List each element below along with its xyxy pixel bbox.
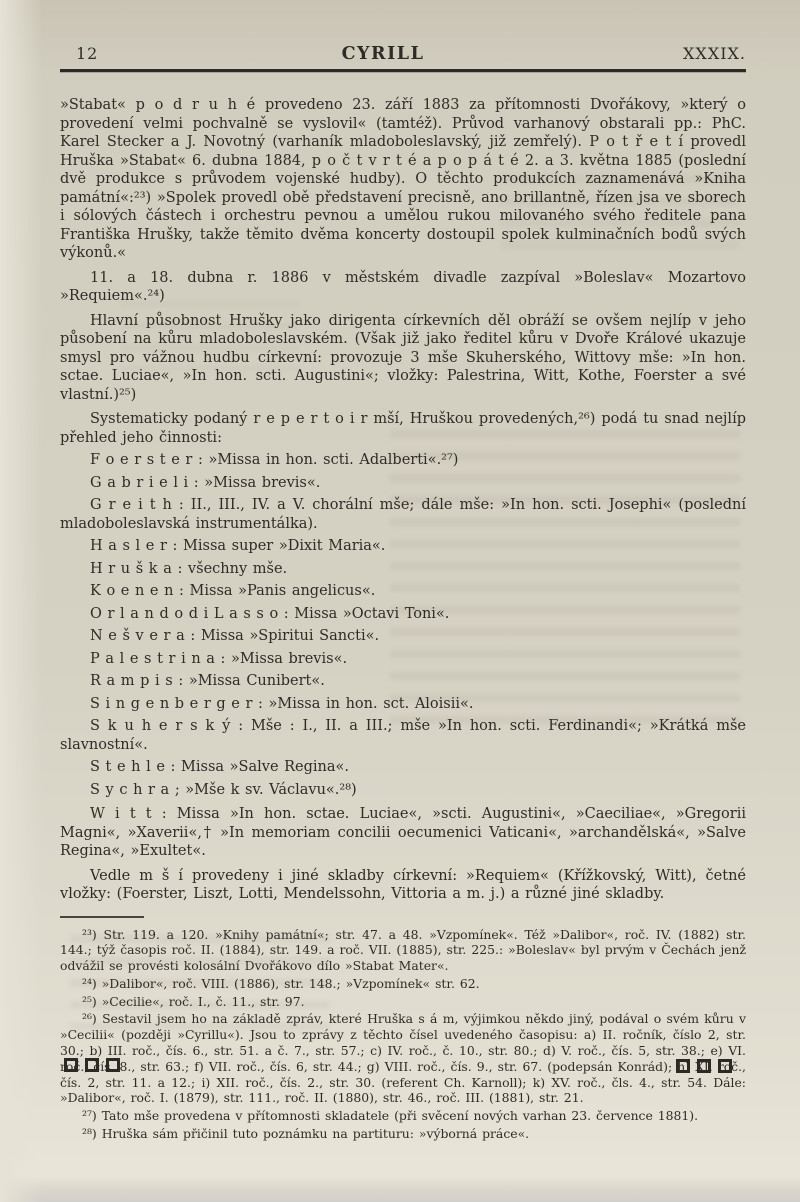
header-rule — [60, 69, 746, 72]
body-paragraph: »Stabat« p o d r u h é provedeno 23. září 1883 za přítomnosti Dvořákovy, »který o provedení velmi pochvalně se vyslovil« (tamtéž). Průvod varhanový obstarali pp.: PhC. Karel Stecker a J. Novotný (varhaník mladoboleslavský, již zemřelý). P o t ř e t í provedl Hruška »Stabat« 6. dubna 1884, p o č t v r t é a p o p á t é 2. a 3. května 1885 (poslední dvě produkce s průvodem vojenské hudby). O těchto produkcích zaznamenává »Kniha památní«:²³) »Spolek provedl obě představení precisně, ano brillantně, řízen jsa ve sborech i sólových částech i orchestru pevnou a umělou rukou milovaného svého ředitele pana Františka Hrušky, takže těmito dvěma koncerty dostoupil spolek kulminačních bodů svých výkonů.« — [60, 97, 746, 261]
body-paragraph: G a b r i e l i : »Missa brevis«. — [90, 474, 321, 491]
footnote-line: ²⁴) »Dalibor«, roč. VIII. (1886), str. 148.; »Vzpomínek« str. 62. — [82, 975, 480, 991]
body-paragraph: S k u h e r s k ý : Mše : I., II. a III.; mše »In hon. scti. Ferdinandi«; »Krátká mše slavnostní«. — [60, 718, 746, 753]
body-paragraph: P a l e s t r i n a : »Missa brevis«. — [90, 650, 348, 667]
square-ornament-icon — [697, 1059, 711, 1073]
footnote-separator-rule — [60, 916, 144, 918]
body-paragraph: F o e r s t e r : »Missa in hon. scti. Adalberti«.²⁷) — [90, 452, 459, 468]
square-ornament-icon — [106, 1058, 120, 1072]
body-paragraph: S i n g e n b e r g e r : »Missa in hon. sct. Aloisii«. — [90, 695, 474, 712]
page-body — [60, 96, 746, 904]
body-paragraph: H r u š k a : všechny mše. — [90, 560, 288, 577]
journal-title: CYRILL — [341, 44, 425, 64]
body-paragraph: Vedle m š í provedeny i jiné skladby církevní: »Requiem« (Křížkovský, Witt), četné vložky: (Foerster, Liszt, Lotti, Mendelssohn, Vittoria a m. j.) a různé jiné skladby. — [60, 867, 746, 902]
footnotes — [60, 927, 746, 1142]
body-paragraph: G r e i t h : II., III., IV. a V. chorální mše; dále mše: »In hon. scti. Josephi« (poslední mladoboleslavská instrumentálka). — [60, 497, 746, 532]
body-paragraph: S y c h r a ; »Mše k sv. Václavu«.²⁸) — [90, 781, 357, 798]
body-paragraph: N e š v e r a : Missa »Spiritui Sancti«. — [90, 628, 380, 644]
body-paragraph: Systematicky podaný r e p e r t o i r mší, Hruškou provedených,²⁶) podá tu snad nejlíp přehled jeho činnosti: — [60, 411, 746, 446]
footnote-line: ²⁶) Sestavil jsem ho na základě zpráv, které Hruška s á m, výjimkou někdo jiný, podával o svém kůru v »Cecilii« (později »Cyrillu«). Jsou to zprávy z těchto čísel uvedeného časopisu: a) II. ročník, číslo 2, str. 30.; b) III. roč., čís. 6., str. 51. a č. 7., str. 57.; c) IV. roč., č. 10., str. 80.; d) V. roč., čís. 5, str. 38.; e) VI. roč., čís. 8., str. 63.; f) VII. roč., čís. 6, str. 44.; g) VIII. roč., čís. 9., str. 67. (podepsán Konrád); h) XI. roč., čís. 2, str. 11. a 12.; i) XII. roč., čís. 2., str. 30. (referent Ch. Karnoll); k) XV. roč., čls. 4., str. 54. Dále: »Dalibor«, roč. I. (1879), str. 111., roč. II. (1880), str. 46., roč. III. (1881), str. 21. — [60, 1011, 746, 1106]
running-head — [60, 44, 746, 64]
footnote-line: ²⁵) »Cecilie«, roč. I., č. 11., str. 97. — [82, 993, 305, 1009]
ornament-squares-left — [64, 1058, 120, 1072]
square-ornament-icon — [718, 1059, 732, 1073]
ornament-squares-right — [676, 1059, 732, 1073]
volume-number: XXXIX. — [683, 44, 746, 63]
body-paragraph: W i t t : Missa »In hon. sctae. Luciae«, »scti. Augustini«, »Caeciliae«, »Gregorii Magni«, »Xaverii«,† »In memoriam concilii oecumenici Vaticani«, »archandělská«, »Salve Regina«, »Exultet«. — [60, 806, 746, 859]
page-number: 12 — [76, 44, 99, 63]
square-ornament-icon — [676, 1059, 690, 1073]
footnote-line: ²³) Str. 119. a 120. »Knihy památní«; str. 47. a 48. »Vzpomínek«. Též »Dalibor«, roč. IV. (1882) str. 144.; týž časopis roč. II. (1884), str. 149. a roč. VII. (1885), str. 225.: »Boleslav« byl prvým v Čechách jenž odvážil se provésti kolosální Dvořákovo dílo »Stabat Mater«. — [60, 926, 746, 974]
footnote-line: ²⁸) Hruška sám přičinil tuto poznámku na partituru: »výborná práce«. — [82, 1126, 530, 1142]
body-paragraph: S t e h l e : Missa »Salve Regina«. — [90, 759, 350, 775]
square-ornament-icon — [85, 1058, 99, 1072]
body-paragraph: K o e n e n : Missa »Panis angelicus«. — [90, 583, 376, 599]
footnote-line: ²⁷) Tato mše provedena v přítomnosti skladatele (při svěcení nových varhan 23. července 1881). — [82, 1108, 699, 1124]
body-paragraph: H a s l e r : Missa super »Dixit Maria«. — [90, 538, 386, 554]
body-paragraph: O r l a n d o d i L a s s o : Missa »Octavi Toni«. — [90, 605, 450, 622]
page-content — [60, 44, 746, 1144]
body-paragraph: Hlavní působnost Hrušky jako dirigenta církevních děl obráží se ovšem nejlíp v jeho působení na kůru mladoboleslavském. (Však již jako ředitel kůru v Dvoře Králové ukazuje smysl pro vážnou hudbu církevní: provozuje 3 mše Skuherského, Wittovy mše: »In hon. sctae. Luciae«, »In hon. scti. Augustini«; vložky: Palestrina, Witt, Kothe, Foerster a své vlastní.)²⁵) — [60, 312, 746, 403]
body-paragraph: R a m p i s : »Missa Cunibert«. — [90, 673, 325, 689]
square-ornament-icon — [64, 1058, 78, 1072]
body-paragraph: 11. a 18. dubna r. 1886 v městském divadle zazpíval »Boleslav« Mozartovo »Requiem«.²⁴) — [60, 269, 746, 304]
